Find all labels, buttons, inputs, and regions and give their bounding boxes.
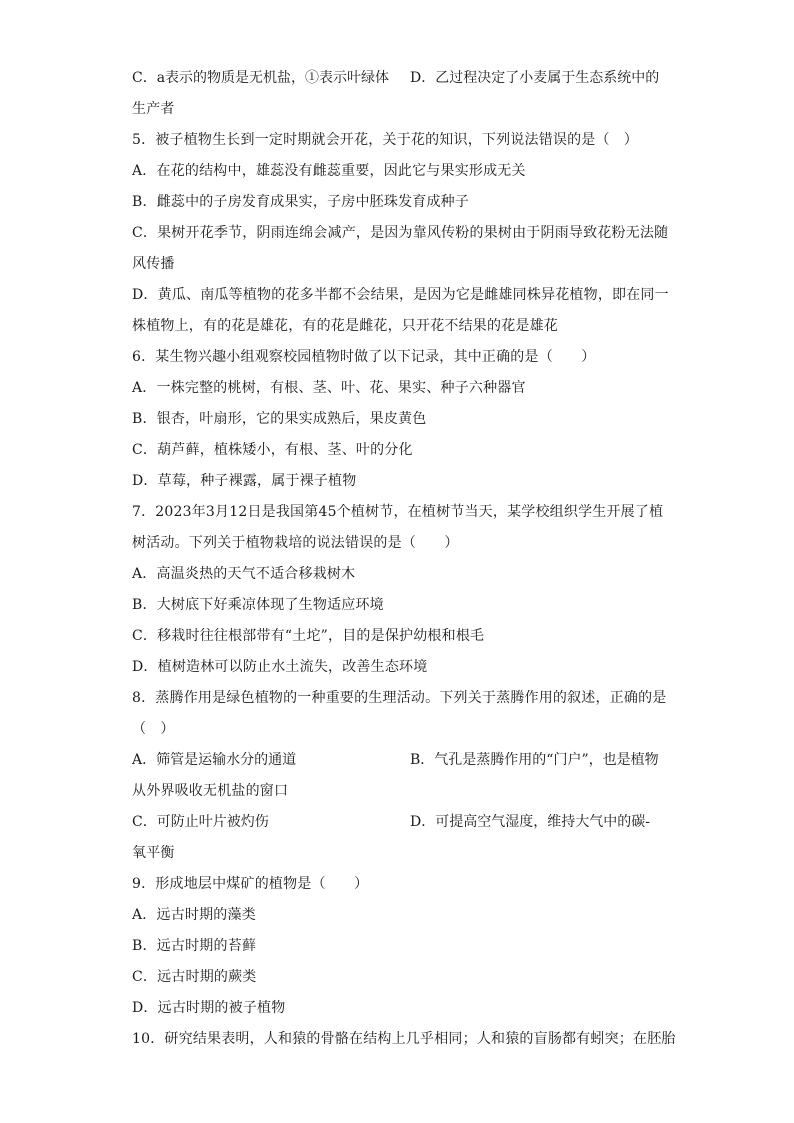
question-5-option-b: B．雌蕊中的子房发育成果实，子房中胚珠发育成种子 xyxy=(132,194,470,210)
question-8-option-b: B．气孔是蒸腾作用的“门户”，也是植物 xyxy=(410,752,659,768)
question-8-options-a-b xyxy=(132,745,662,776)
question-9-option-b: B．远古时期的苔藓 xyxy=(132,938,257,954)
question-8-option-d-continued: 氧平衡 xyxy=(132,845,175,861)
question-5-option-a: A．在花的结构中，雄蕊没有雌蕊重要，因此它与果实形成无关 xyxy=(132,163,526,179)
question-8-options-c-d xyxy=(132,807,662,838)
question-7-option-c: C．移栽时往往根部带有“土坨”，目的是保护幼根和根毛 xyxy=(132,628,485,644)
option-d-q4-continued: 生产者 xyxy=(132,101,175,117)
question-8-stem-continued: （ ） xyxy=(132,721,175,737)
question-5-stem: 5．被子植物生长到一定时期就会开花，关于花的知识，下列说法错误的是（ ） xyxy=(132,132,639,148)
question-8-option-d: D．可提高空气湿度，维持大气中的碳- xyxy=(410,814,650,830)
question-8-stem: 8．蒸腾作用是绿色植物的一种重要的生理活动。下列关于蒸腾作用的叙述，正确的是 xyxy=(132,690,667,706)
option-row-c-d-q4 xyxy=(132,63,662,94)
question-6-stem: 6．某生物兴趣小组观察校园植物时做了以下记录，其中正确的是（ ） xyxy=(132,349,596,365)
question-8-option-b-continued: 从外界吸收无机盐的窗口 xyxy=(132,783,289,799)
question-5-option-c: C．果树开花季节，阴雨连绵会减产，是因为靠风传粉的果树由于阴雨导致花粉无法随 xyxy=(132,225,669,241)
question-7-stem: 7．2023年3月12日是我国第45个植树节，在植树节当天，某学校组织学生开展了植 xyxy=(132,504,664,520)
question-7-option-d: D．植树造林可以防止水土流失，改善生态环境 xyxy=(132,659,428,675)
question-8-option-c: C．可防止叶片被灼伤 xyxy=(132,814,269,830)
question-9-stem: 9．形成地层中煤矿的植物是（ ） xyxy=(132,876,369,892)
option-c-q4: C．a表示的物质是无机盐，①表示叶绿体 xyxy=(132,70,390,86)
question-9-option-d: D．远古时期的被子植物 xyxy=(132,1000,286,1016)
question-9-option-a: A．远古时期的藻类 xyxy=(132,907,256,923)
question-7-stem-continued: 树活动。下列关于植物栽培的说法错误的是（ ） xyxy=(132,535,459,551)
question-9-option-c: C．远古时期的蕨类 xyxy=(132,969,257,985)
question-6-option-a: A．一株完整的桃树，有根、茎、叶、花、果实、种子六种器官 xyxy=(132,380,526,396)
question-6-option-d: D．草莓，种子裸露，属于裸子植物 xyxy=(132,473,357,489)
question-text-body xyxy=(132,63,676,1055)
question-5-option-c-continued: 风传播 xyxy=(132,256,175,272)
option-d-q4: D．乙过程决定了小麦属于生态系统中的 xyxy=(410,70,660,86)
question-5-option-d-continued: 株植物上，有的花是雄花，有的花是雌花，只开花不结果的花是雄花 xyxy=(132,318,558,334)
question-6-option-c: C．葫芦藓，植株矮小，有根、茎、叶的分化 xyxy=(132,442,413,458)
question-5-option-d: D．黄瓜、南瓜等植物的花多半都不会结果，是因为它是雌雄同株异花植物，即在同一 xyxy=(132,287,669,303)
question-10-stem: 10．研究结果表明，人和猿的骨骼在结构上几乎相同；人和猿的盲肠都有蚓突；在胚胎 xyxy=(132,1031,676,1047)
question-6-option-b: B．银杏，叶扇形，它的果实成熟后，果皮黄色 xyxy=(132,411,427,427)
question-7-option-a: A．高温炎热的天气不适合移栽树木 xyxy=(132,566,356,582)
question-7-option-b: B．大树底下好乘凉体现了生物适应环境 xyxy=(132,597,384,613)
question-8-option-a: A．筛管是运输水分的通道 xyxy=(132,752,297,768)
